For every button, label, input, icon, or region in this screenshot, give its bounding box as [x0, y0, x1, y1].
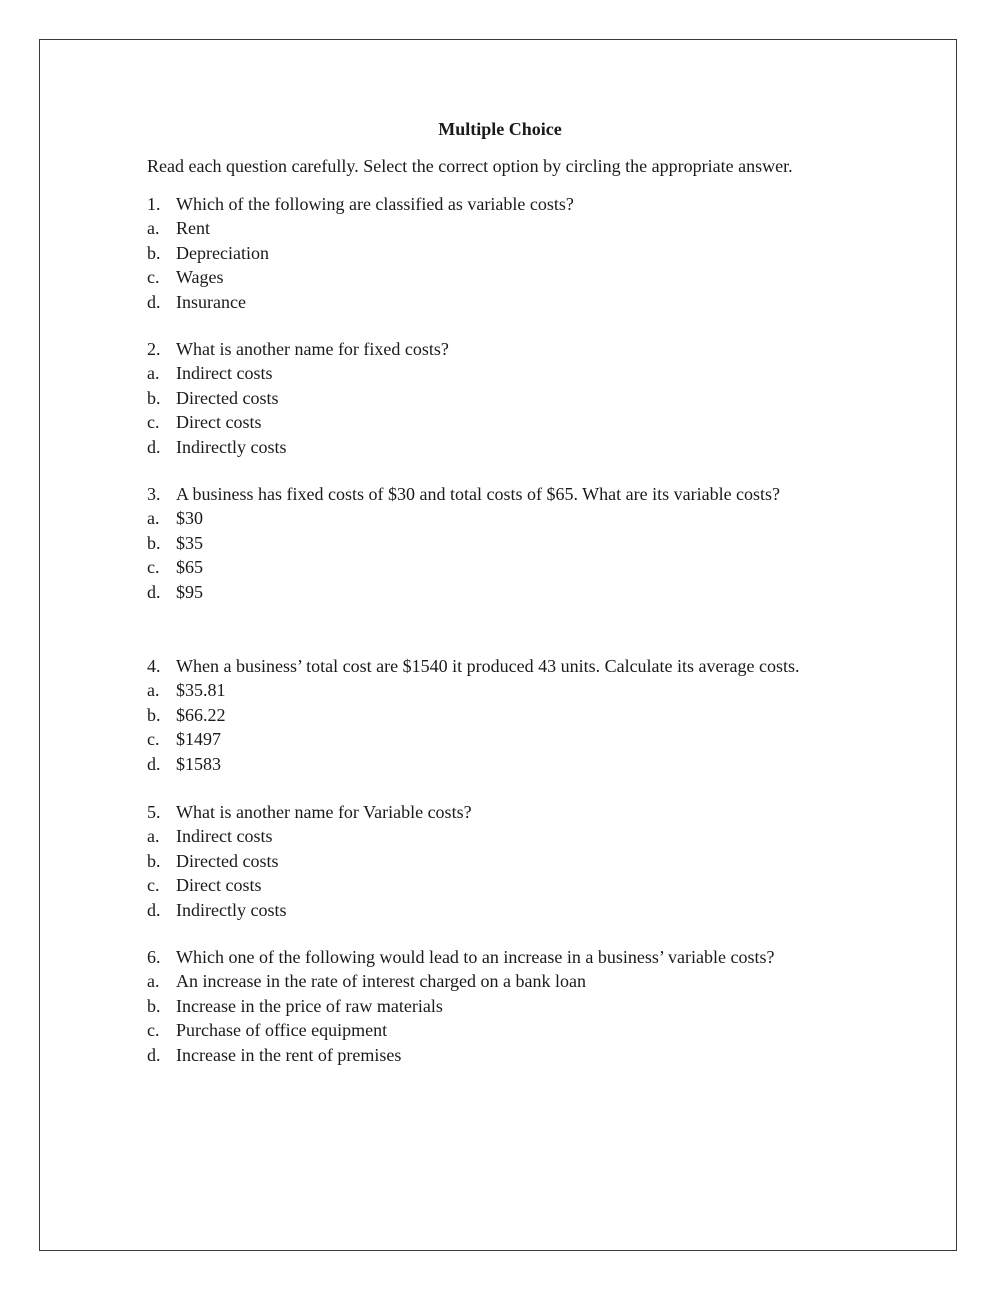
- option-text: $95: [176, 581, 203, 602]
- option-letter: a.: [147, 363, 160, 384]
- question-text: What is another name for Variable costs?: [176, 802, 472, 822]
- question-number: 4.: [147, 656, 161, 676]
- option-letter: b.: [147, 387, 161, 408]
- option-letter: d.: [147, 899, 161, 920]
- option-text: $1583: [176, 753, 221, 774]
- option-text: Directed costs: [176, 850, 279, 871]
- option-text: Wages: [176, 267, 224, 288]
- option-text: Indirectly costs: [176, 899, 287, 920]
- option-letter: c.: [147, 267, 160, 288]
- option-text: $35: [176, 532, 203, 553]
- option-text: Direct costs: [176, 412, 262, 433]
- option-letter: a.: [147, 508, 160, 529]
- question-text: Which one of the following would lead to an increase in a business’ variable costs?: [176, 947, 775, 967]
- question-number: 5.: [147, 802, 161, 822]
- option-text: Purchase of office equipment: [176, 1020, 388, 1041]
- option-letter: c.: [147, 412, 160, 433]
- option-text: Directed costs: [176, 387, 279, 408]
- option-letter: d.: [147, 581, 161, 602]
- question-number: 6.: [147, 947, 161, 967]
- option-letter: d.: [147, 291, 161, 312]
- option-letter: a.: [147, 218, 160, 239]
- question-number: 2.: [147, 339, 161, 359]
- option-text: An increase in the rate of interest charged on a bank loan: [176, 971, 587, 992]
- option-text: $65: [176, 557, 203, 578]
- option-text: Indirect costs: [176, 363, 273, 384]
- option-letter: b.: [147, 242, 161, 263]
- option-letter: b.: [147, 850, 161, 871]
- question-number: 3.: [147, 484, 161, 504]
- option-letter: a.: [147, 826, 160, 847]
- option-letter: b.: [147, 995, 161, 1016]
- page-title: Multiple Choice: [438, 119, 562, 139]
- option-text: $66.22: [176, 704, 226, 725]
- question-text: A business has fixed costs of $30 and total costs of $65. What are its variable costs?: [176, 484, 781, 504]
- instructions: Read each question carefully. Select the correct option by circling the appropriate answer.: [147, 156, 793, 176]
- option-letter: d.: [147, 753, 161, 774]
- option-text: $35.81: [176, 680, 226, 701]
- option-text: $30: [176, 508, 203, 529]
- option-letter: c.: [147, 729, 160, 750]
- question-text: When a business’ total cost are $1540 it produced 43 units. Calculate its average costs.: [176, 656, 800, 676]
- question-text: Which of the following are classified as variable costs?: [176, 194, 574, 214]
- option-text: Indirectly costs: [176, 436, 287, 457]
- option-letter: d.: [147, 436, 161, 457]
- option-letter: c.: [147, 875, 160, 896]
- option-letter: a.: [147, 971, 160, 992]
- option-letter: b.: [147, 704, 161, 725]
- option-text: Rent: [176, 218, 210, 239]
- option-letter: a.: [147, 680, 160, 701]
- option-text: Indirect costs: [176, 826, 273, 847]
- option-text: $1497: [176, 729, 221, 750]
- option-text: Direct costs: [176, 875, 262, 896]
- option-text: Depreciation: [176, 242, 269, 263]
- option-text: Insurance: [176, 291, 246, 312]
- option-letter: c.: [147, 557, 160, 578]
- option-text: Increase in the price of raw materials: [176, 995, 443, 1016]
- option-text: Increase in the rent of premises: [176, 1044, 402, 1065]
- question-text: What is another name for fixed costs?: [176, 339, 449, 359]
- option-letter: d.: [147, 1044, 161, 1065]
- option-letter: b.: [147, 532, 161, 553]
- option-letter: c.: [147, 1020, 160, 1041]
- question-number: 1.: [147, 194, 161, 214]
